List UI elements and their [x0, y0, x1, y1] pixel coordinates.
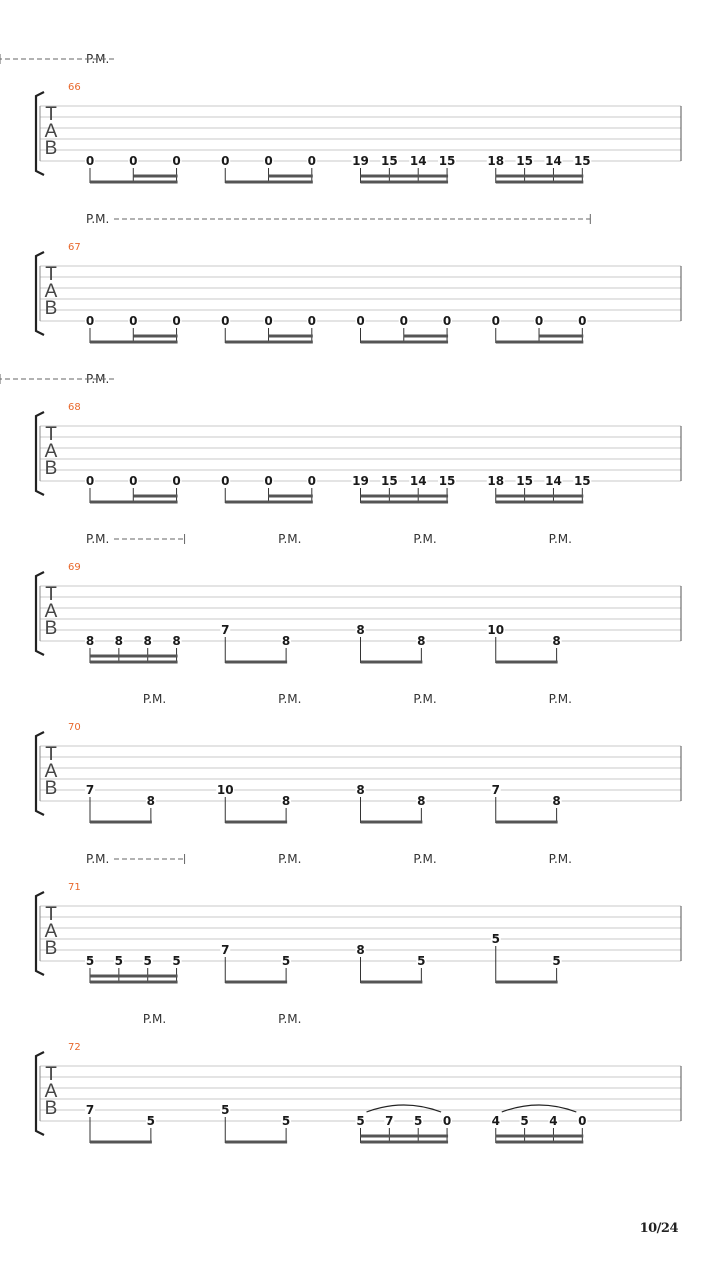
beam	[90, 661, 178, 664]
palm-mute-label: P.M.	[278, 532, 302, 546]
fret-number: 8	[552, 634, 561, 648]
beam	[269, 335, 313, 338]
tab-clef-letter: T	[45, 584, 57, 605]
fret-number: 5	[281, 1114, 291, 1128]
fret-number: 8	[552, 794, 561, 808]
beam	[496, 821, 558, 824]
beam	[539, 335, 583, 338]
fret-number: 4	[491, 1114, 500, 1128]
tab-clef-letter: A	[44, 121, 58, 142]
tab-clef-letter: T	[45, 904, 57, 925]
tab-clef-letter: B	[44, 778, 58, 799]
beam	[496, 341, 584, 344]
beam	[496, 495, 584, 498]
palm-mute-label: P.M.	[278, 1012, 302, 1026]
fret-number: 0	[442, 1114, 452, 1128]
palm-mute-label: P.M.	[278, 692, 302, 706]
beam	[361, 661, 423, 664]
fret-number: 15	[573, 474, 591, 488]
palm-mute-label: P.M.	[413, 692, 437, 706]
fret-number: 0	[172, 154, 181, 168]
beam	[90, 981, 178, 984]
fret-number: 5	[114, 954, 124, 968]
palm-mute-label: P.M.	[413, 852, 437, 866]
fret-number: 0	[221, 154, 230, 168]
bar-number: 71	[68, 882, 81, 893]
beam	[361, 1141, 449, 1144]
beam	[225, 821, 287, 824]
palm-mute-label: P.M.	[86, 52, 110, 66]
tab-clef-letter: A	[44, 761, 58, 782]
beam	[225, 981, 287, 984]
slur	[367, 1105, 442, 1112]
fret-number: 0	[85, 314, 95, 328]
fret-number: 7	[385, 1114, 394, 1128]
fret-number: 5	[85, 954, 95, 968]
tab-clef-letter: T	[45, 104, 57, 125]
fret-number: 0	[534, 314, 544, 328]
fret-number: 8	[85, 634, 95, 648]
beam	[496, 175, 584, 178]
beam	[225, 341, 313, 344]
tab-clef-letter: B	[44, 138, 58, 159]
fret-number: 5	[172, 954, 181, 968]
tab-clef-letter: B	[44, 458, 58, 479]
bar-number: 67	[68, 242, 81, 253]
fret-number: 7	[491, 783, 500, 797]
fret-number: 5	[146, 1114, 156, 1128]
fret-number: 0	[442, 314, 452, 328]
fret-number: 18	[487, 474, 505, 488]
fret-number: 8	[417, 634, 426, 648]
fret-number: 0	[264, 154, 273, 168]
tab-system-72	[36, 1012, 681, 1144]
beam	[90, 1141, 152, 1144]
fret-number: 14	[409, 474, 427, 488]
fret-number: 7	[85, 783, 95, 797]
palm-mute-label: P.M.	[548, 852, 572, 866]
tab-clef-letter: T	[45, 744, 57, 765]
beam	[225, 181, 313, 184]
tab-system-69	[36, 532, 681, 664]
tab-clef-letter: A	[44, 601, 58, 622]
fret-number: 7	[85, 1103, 95, 1117]
beam	[496, 661, 558, 664]
fret-number: 4	[549, 1114, 558, 1128]
tab-clef-letter: B	[44, 938, 58, 959]
fret-number: 5	[417, 954, 426, 968]
fret-number: 0	[129, 314, 138, 328]
fret-number: 0	[307, 314, 316, 328]
fret-number: 0	[172, 314, 181, 328]
beam	[225, 661, 287, 664]
beam	[496, 181, 584, 184]
tab-system-70	[36, 692, 681, 824]
tab-clef-letter: T	[45, 1064, 57, 1085]
fret-number: 8	[146, 794, 156, 808]
beam	[90, 655, 178, 658]
tab-clef-letter: A	[44, 281, 58, 302]
beam	[496, 1141, 584, 1144]
tab-clef-letter: A	[44, 441, 58, 462]
bar-number: 70	[68, 722, 81, 733]
fret-number: 0	[172, 474, 181, 488]
beam	[133, 335, 177, 338]
fret-number: 7	[221, 943, 230, 957]
fret-number: 5	[552, 954, 561, 968]
beam	[361, 821, 423, 824]
fret-number: 8	[172, 634, 181, 648]
fret-number: 0	[578, 1114, 587, 1128]
fret-number: 0	[264, 474, 273, 488]
fret-number: 0	[264, 314, 273, 328]
beam	[361, 501, 449, 504]
fret-number: 15	[516, 474, 533, 488]
beam	[269, 495, 313, 498]
beam	[133, 495, 177, 498]
beam	[225, 501, 313, 504]
fret-number: 10	[487, 623, 505, 637]
beam	[90, 341, 178, 344]
beam	[361, 981, 423, 984]
fret-number: 0	[578, 314, 587, 328]
palm-mute-label: P.M.	[548, 532, 572, 546]
tab-clef-letter: B	[44, 1098, 58, 1119]
fret-number: 0	[129, 154, 138, 168]
slur	[502, 1105, 577, 1112]
fret-number: 8	[356, 943, 365, 957]
tab-clef-letter: T	[45, 264, 57, 285]
tab-system-71	[36, 852, 681, 984]
fret-number: 15	[381, 474, 398, 488]
tab-clef-letter: B	[44, 298, 58, 319]
beam	[133, 175, 177, 178]
fret-number: 15	[573, 154, 591, 168]
beam	[361, 341, 449, 344]
fret-number: 14	[545, 474, 562, 488]
fret-number: 5	[221, 1103, 230, 1117]
fret-number: 7	[221, 623, 230, 637]
fret-number: 8	[281, 634, 291, 648]
beam	[361, 1135, 449, 1138]
beam	[90, 501, 178, 504]
beam	[496, 501, 584, 504]
palm-mute-label: P.M.	[86, 532, 110, 546]
beam	[361, 495, 449, 498]
fret-number: 5	[281, 954, 291, 968]
fret-number: 10	[216, 783, 234, 797]
fret-number: 0	[307, 154, 316, 168]
beam	[361, 175, 449, 178]
fret-number: 15	[438, 474, 456, 488]
tab-system-68	[0, 372, 681, 504]
palm-mute-label: P.M.	[86, 852, 110, 866]
fret-number: 5	[356, 1114, 365, 1128]
page-number: 10/24	[639, 1221, 678, 1236]
beam	[361, 181, 449, 184]
fret-number: 8	[281, 794, 291, 808]
fret-number: 14	[409, 154, 427, 168]
beam	[90, 821, 152, 824]
tab-system-66	[0, 52, 681, 184]
palm-mute-label: P.M.	[142, 692, 167, 706]
bar-number: 68	[68, 402, 81, 413]
fret-number: 0	[85, 474, 95, 488]
fret-number: 0	[307, 474, 316, 488]
fret-number: 8	[356, 623, 365, 637]
fret-number: 8	[143, 634, 152, 648]
tab-clef-letter: A	[44, 921, 58, 942]
fret-number: 0	[356, 314, 365, 328]
tab-clef-letter: B	[44, 618, 58, 639]
fret-number: 8	[356, 783, 365, 797]
fret-number: 0	[129, 474, 138, 488]
palm-mute-label: P.M.	[278, 852, 302, 866]
fret-number: 8	[417, 794, 426, 808]
fret-number: 14	[545, 154, 562, 168]
beam	[269, 175, 313, 178]
beam	[90, 181, 178, 184]
bar-number: 66	[68, 82, 81, 93]
fret-number: 0	[399, 314, 408, 328]
palm-mute-label: P.M.	[413, 532, 437, 546]
fret-number: 15	[381, 154, 398, 168]
fret-number: 18	[487, 154, 505, 168]
palm-mute-label: P.M.	[86, 372, 110, 386]
beam	[90, 975, 178, 978]
fret-number: 5	[414, 1114, 423, 1128]
tab-clef-letter: T	[45, 424, 57, 445]
beam	[225, 1141, 287, 1144]
fret-number: 19	[352, 474, 369, 488]
fret-number: 0	[85, 154, 95, 168]
fret-number: 19	[352, 154, 369, 168]
palm-mute-label: P.M.	[86, 212, 110, 226]
fret-number: 5	[520, 1114, 529, 1128]
tab-system-67	[36, 212, 681, 344]
bar-number: 69	[68, 562, 81, 573]
fret-number: 0	[221, 474, 230, 488]
fret-number: 0	[221, 314, 230, 328]
palm-mute-label: P.M.	[142, 1012, 167, 1026]
tab-clef-letter: A	[44, 1081, 58, 1102]
fret-number: 5	[143, 954, 152, 968]
fret-number: 15	[516, 154, 533, 168]
palm-mute-label: P.M.	[548, 692, 572, 706]
fret-number: 15	[438, 154, 456, 168]
bar-number: 72	[68, 1042, 81, 1053]
beam	[496, 1135, 584, 1138]
beam	[404, 335, 448, 338]
beam	[496, 981, 558, 984]
fret-number: 8	[114, 634, 124, 648]
fret-number: 5	[491, 932, 500, 946]
fret-number: 0	[491, 314, 500, 328]
